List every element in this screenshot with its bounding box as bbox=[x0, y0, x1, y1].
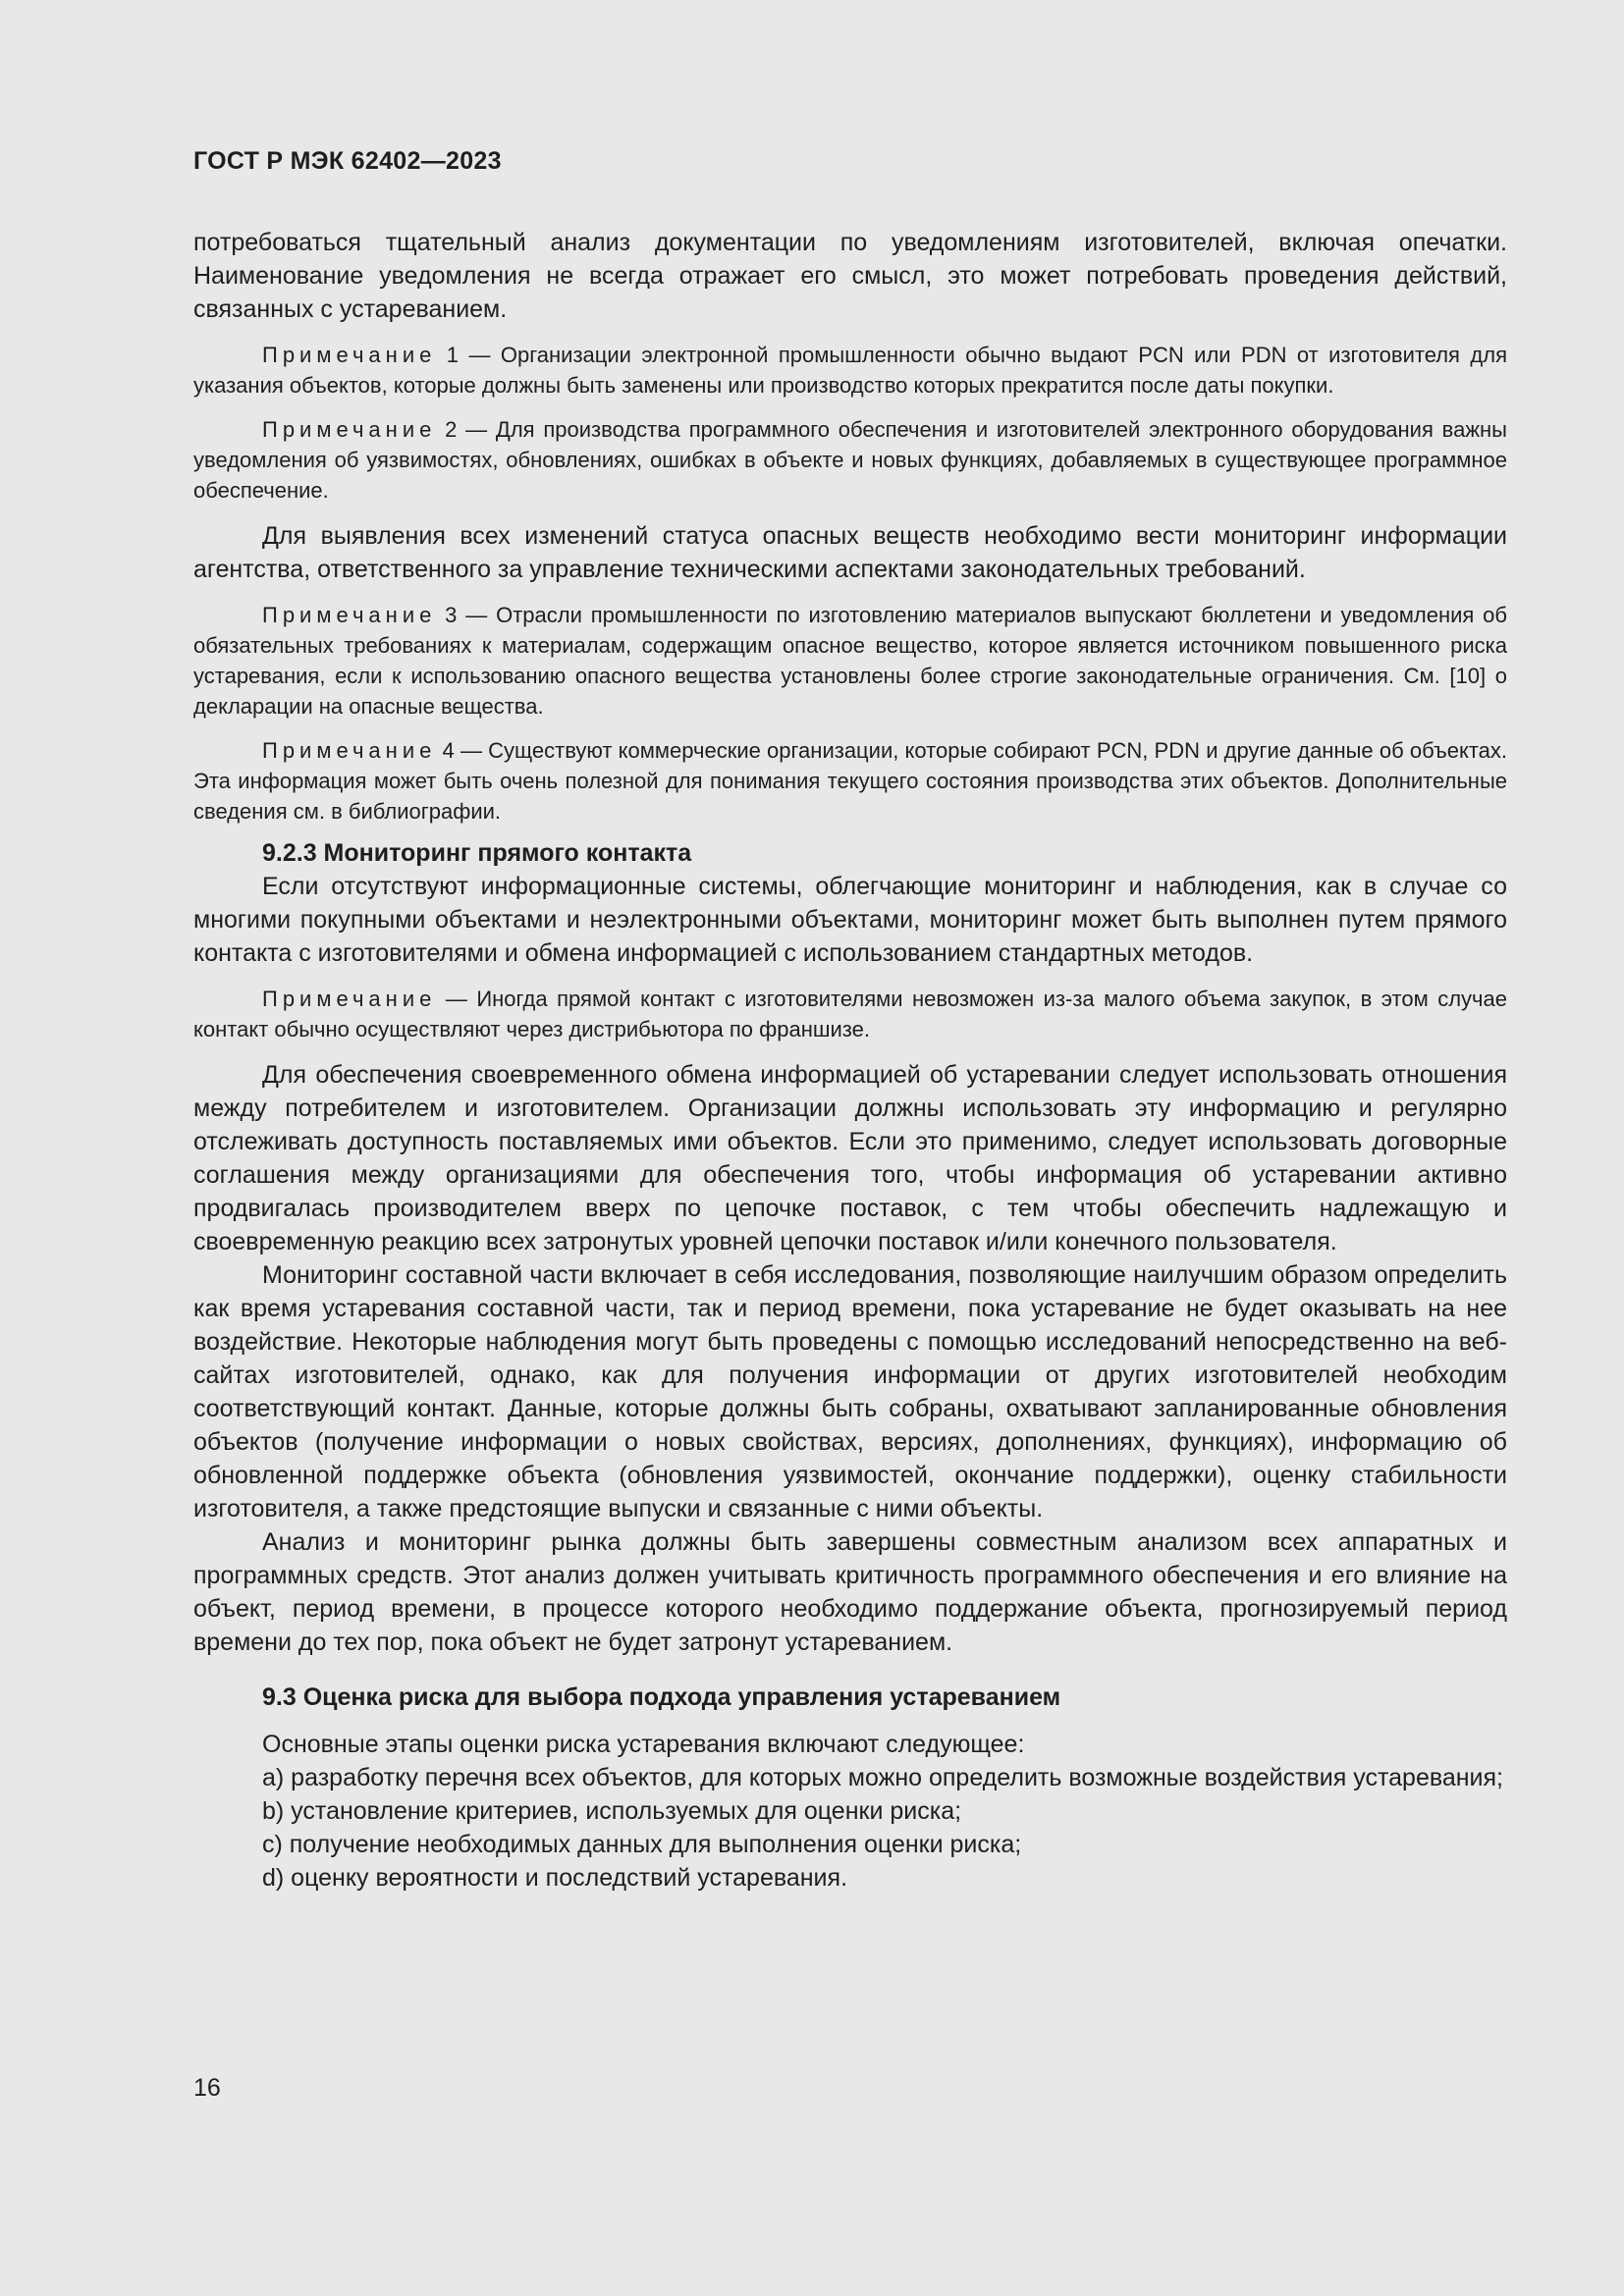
paragraph: Анализ и мониторинг рынка должны быть завершены совместным анализом всех аппаратных и программных средств. Этот анализ должен учитывать критичность программного обеспечения и его влияние на объект, период времени, в процессе которого необходимо поддержание объекта, прогнозируемый период времени до тех пор, пока объект не будет затронут устареванием. bbox=[193, 1528, 1507, 1656]
note-text: 2 — Для производства программного обеспечения и изготовителей электронного оборудования важны уведомления об уязвимостях, обновлениях, ошибках в объекте и новых функциях, добавляемых в существующее программное обеспечение. bbox=[193, 417, 1507, 503]
note-3 bbox=[193, 600, 1507, 721]
note-2 bbox=[193, 414, 1507, 506]
paragraph: потребоваться тщательный анализ документации по уведомлениям изготовителей, включая опечатки. Наименование уведомления не всегда отражает его смысл, это может потребовать проведения действий, связанных с устареванием. bbox=[193, 229, 1507, 323]
note-text: — Иногда прямой контакт с изготовителями невозможен из-за малого объема закупок, в этом случае контакт обычно осуществляют через дистрибьютора по франшизе. bbox=[193, 987, 1507, 1041]
note-label: Примечание bbox=[262, 603, 437, 627]
section-heading-9-2-3: 9.2.3 Мониторинг прямого контакта bbox=[262, 839, 692, 867]
note-1 bbox=[193, 340, 1507, 400]
list-item-a: a) разработку перечня всех объектов, для которых можно определить возможные воздействия устаревания; bbox=[262, 1764, 1504, 1791]
list-item-c: c) получение необходимых данных для выполнения оценки риска; bbox=[262, 1831, 1022, 1858]
document-header: ГОСТ Р МЭК 62402—2023 bbox=[193, 147, 502, 175]
paragraph: Для обеспечения своевременного обмена информацией об устаревании следует использовать отношения между потребителем и изготовителем. Организации должны использовать эту информацию и регулярно отслеживать доступность поставляемых ими объектов. Если это применимо, следует использовать договорные соглашения между организациями для обеспечения того, чтобы информация об устаревании активно продвигалась производителем вверх по цепочке поставок, с тем чтобы обеспечить надлежащую и своевременную реакцию всех затронутых уровней цепочки поставок и/или конечного пользователя. bbox=[193, 1061, 1507, 1255]
page-number: 16 bbox=[193, 2074, 221, 2102]
note-5 bbox=[193, 984, 1507, 1044]
note-4 bbox=[193, 735, 1507, 827]
section-heading-9-3: 9.3 Оценка риска для выбора подхода управления устареванием bbox=[262, 1683, 1061, 1711]
note-label: Примечание bbox=[262, 343, 437, 367]
note-text: 3 — Отрасли промышленности по изготовлению материалов выпускают бюллетени и уведомления об обязательных требованиях к материалам, содержащим опасное вещество, которое является источником повышенного риска устаревания, если к использованию опасного вещества установлены более строгие законодательные ограничения. См. [10] о декларации на опасные вещества. bbox=[193, 603, 1507, 719]
paragraph: Для выявления всех изменений статуса опасных веществ необходимо вести мониторинг информации агентства, ответственного за управление техническими аспектами законодательных требований. bbox=[193, 522, 1507, 583]
document-body bbox=[193, 226, 1507, 1895]
paragraph: Если отсутствуют информационные системы, облегчающие мониторинг и наблюдения, как в случае со многими покупными объектами и неэлектронными объектами, мониторинг может быть выполнен путем прямого контакта с изготовителями и обмена информацией с использованием стандартных методов. bbox=[193, 873, 1507, 967]
paragraph: Мониторинг составной части включает в себя исследования, позволяющие наилучшим образом определить как время устаревания составной части, так и период времени, пока устаревание не будет оказывать на нее воздействие. Некоторые наблюдения могут быть проведены с помощью исследований непосредственно на веб-сайтах изготовителей, однако, как для получения информации от других изготовителей необходим соответствующий контакт. Данные, которые должны быть собраны, охватывают запланированные обновления объектов (получение информации о новых свойствах, версиях, дополнениях, функциях), информацию об обновленной поддержке объекта (обновления уязвимостей, окончание поддержки), оценку стабильности изготовителя, а также предстоящие выпуски и связанные с ними объекты. bbox=[193, 1261, 1507, 1522]
note-text: 4 — Существуют коммерческие организации, которые собирают PCN, PDN и другие данные об объектах. Эта информация может быть очень полезной для понимания текущего состояния производства этих объектов. Дополнительные сведения см. в библиографии. bbox=[193, 738, 1507, 824]
list-item-b: b) установление критериев, используемых для оценки риска; bbox=[262, 1797, 962, 1825]
note-label: Примечание bbox=[262, 417, 437, 442]
note-text: 1 — Организации электронной промышленности обычно выдают PCN или PDN от изготовителя для указания объектов, которые должны быть заменены или производство которых прекратится после даты покупки. bbox=[193, 343, 1507, 398]
paragraph: Основные этапы оценки риска устаревания включают следующее: bbox=[262, 1731, 1025, 1758]
note-label: Примечание bbox=[262, 987, 437, 1011]
note-label: Примечание bbox=[262, 738, 437, 763]
list-item-d: d) оценку вероятности и последствий устаревания. bbox=[262, 1864, 848, 1892]
